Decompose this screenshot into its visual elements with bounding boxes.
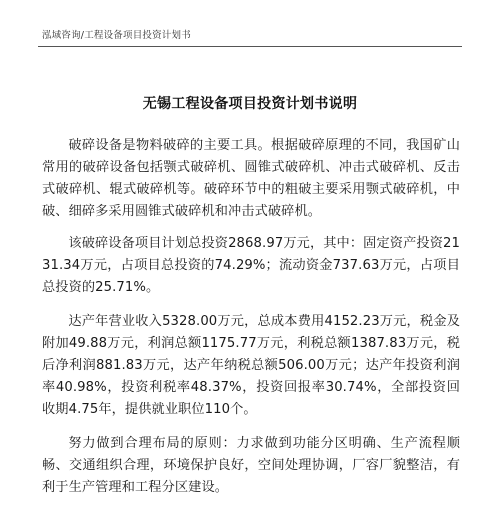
header-divider: [38, 46, 462, 47]
document-title: 无锡工程设备项目投资计划书说明: [142, 96, 358, 112]
paragraph-revenue: 达产年营业收入5328.00万元，总成本费用4152.23万元，税金及附加49.88万元，利润总额1175.77万元，利税总额1387.83万元，税后净利润881.83万元，达产年纳税总额506.00万元；达产年投资利润率40.98%，投资利税率48.37%，投资回报率30.74%，全部投资回收期4.75年，提供就业职位110个。: [42, 314, 460, 417]
breadcrumb: 泓域咨询/工程设备项目投资计划书: [42, 30, 191, 41]
paragraph-investment: 该破碎设备项目计划总投资2868.97万元，其中：固定资产投资2131.34万元，占项目总投资的74.29%；流动资金737.63万元，占项目总投资的25.71%。: [42, 236, 460, 295]
document-body: [42, 135, 460, 511]
paragraph-crusher-intro: 破碎设备是物料破碎的主要工具。根据破碎原理的不同，我国矿山常用的破碎设备包括颚式破碎机、圆锥式破碎机、冲击式破碎机、反击式破碎机、辊式破碎机等。破碎环节中的粗破主要采用颚式破碎机，中破、细碎多采用圆锥式破碎机和冲击式破碎机。: [42, 138, 460, 219]
paragraph-layout-principle: 努力做到合理布局的原则：力求做到功能分区明确、生产流程顺畅、交通组织合理，环境保护良好，空间处理协调，厂容厂貌整洁，有利于生产管理和工程分区建设。: [42, 436, 460, 495]
